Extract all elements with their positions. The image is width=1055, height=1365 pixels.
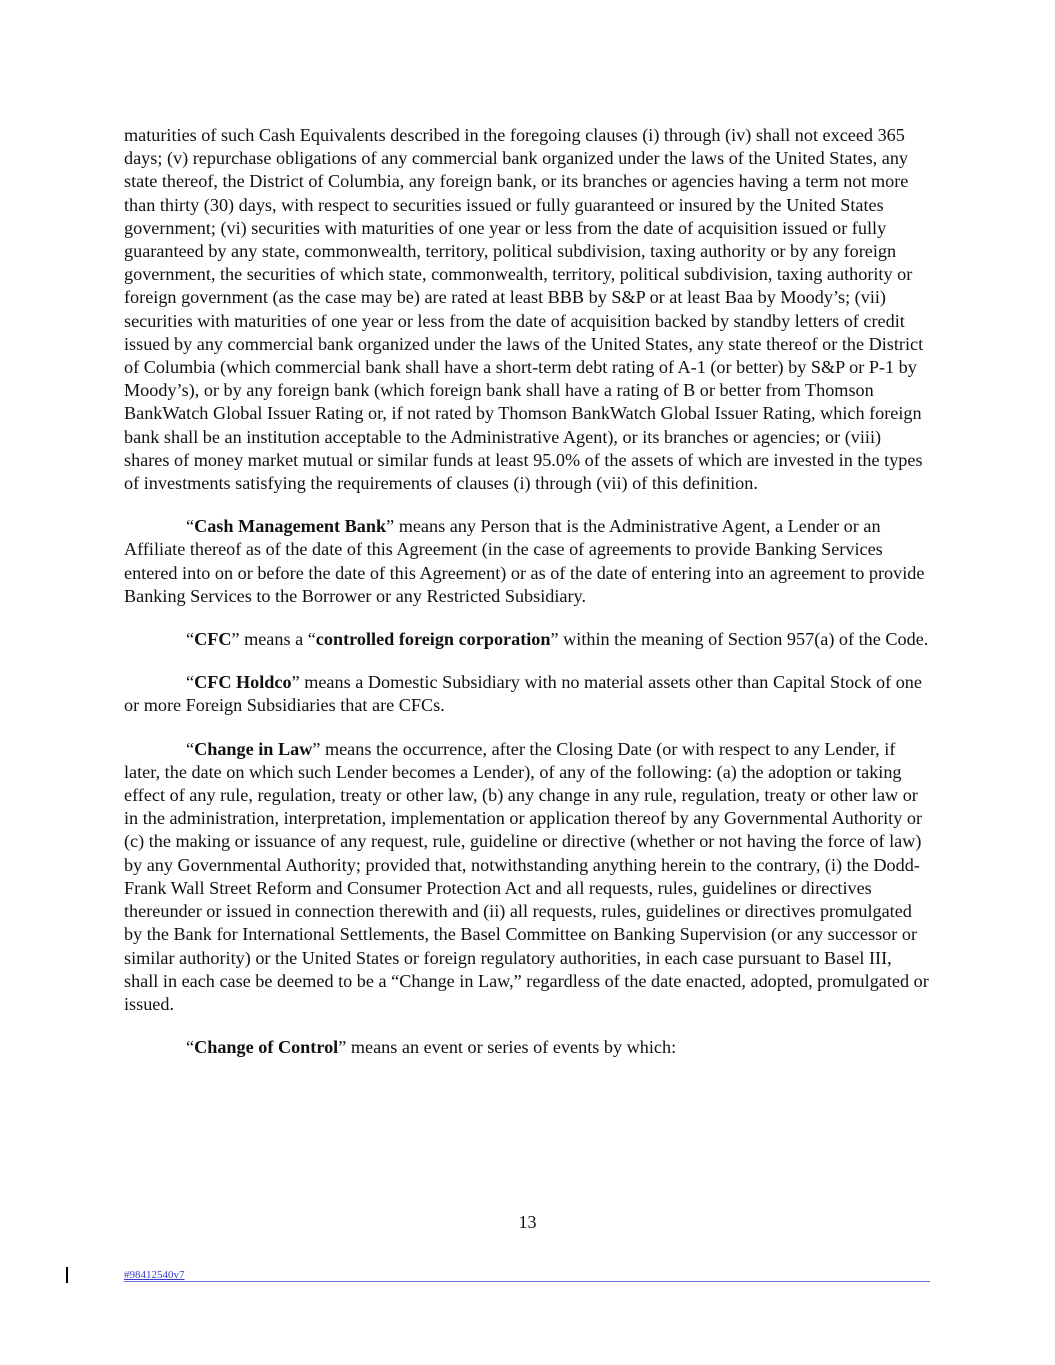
defined-term: Change of Control: [194, 1037, 339, 1058]
document-body: [124, 124, 930, 1079]
open-quote: “: [186, 672, 195, 693]
defined-term-secondary: controlled foreign corporation: [315, 629, 551, 650]
open-quote: “: [186, 1037, 195, 1058]
definition-text: ” means an event or series of events by which:: [338, 1037, 677, 1058]
cash-equivalents-continuation-paragraph: [124, 124, 930, 495]
definition-change-in-law: [124, 738, 930, 1016]
page-number: 13: [518, 1212, 537, 1232]
open-quote: “: [186, 516, 195, 537]
definition-text: ” means the occurrence, after the Closing Date (or with respect to any Lender, if later, the date on which such Lender becomes a Lender), of any of the following: (a) the adoption or taking effect of any rule, regulation, treaty or other law, (b) any change in any rule, regulation, treaty or other law or in the administration, interpretation, implementation or application thereof by any Governmental Authority or (c) the making or issuance of any request, rule, guideline or directive (whether or not having the force of law) by any Governmental Authority; provided that, notwithstanding anything herein to the contrary, (i) the Dodd-Frank Wall Street Reform and Consumer Protection Act and all requests, rules, guidelines or directives thereunder or issued in connection therewith and (ii) all requests, rules, guidelines or directives promulgated by the Bank for International Settlements, the Basel Committee on Banking Supervision (or any successor or similar authority) or the United States or foreign regulatory authorities, in each case pursuant to Basel III, shall in each case be deemed to be a “Change in Law,” regardless of the date enacted, adopted, promulgated or issued.: [124, 738, 929, 1014]
definition-cfc: [124, 628, 930, 651]
definition-change-of-control: [124, 1036, 930, 1059]
revision-change-bar: [66, 1267, 68, 1283]
definition-text: ” means a Domestic Subsidiary with no material assets other than Capital Stock of one or more Foreign Subsidiaries that are CFCs.: [124, 672, 922, 716]
document-id: #98412540v7: [124, 1269, 185, 1281]
definition-cash-management-bank: [124, 515, 930, 608]
defined-term: CFC Holdco: [194, 672, 292, 693]
definition-text-continued: ” within the meaning of Section 957(a) of the Code.: [550, 629, 929, 650]
defined-term: Change in Law: [194, 738, 313, 759]
paragraph-text: maturities of such Cash Equivalents described in the foregoing clauses (i) through (iv) shall not exceed 365 days; (v) repurchase obligations of any commercial bank organized under the laws of the United States, any state thereof, the District of Columbia, any foreign bank, or its branches or agencies having a term not more than thirty (30) days, with respect to securities issued or fully guaranteed or insured by the United States government; (vi) securities with maturities of one year or less from the date of acquisition issued or fully guaranteed by any state, commonwealth, territory, political subdivision, taxing authority or by any foreign government, the securities of which state, commonwealth, territory, political subdivision, taxing authority or foreign government (as the case may be) are rated at least BBB by S&P or at least Baa by Moody’s; (vii) securities with maturities of one year or less from the date of acquisition backed by standby letters of credit issued by any commercial bank organized under the laws of the United States, any state thereof or the District of Columbia (which commercial bank shall have a short-term debt rating of A-1 (or better) by S&P or P-1 by Moody’s), or by any foreign bank (which foreign bank shall have a rating of B or better from Thomson BankWatch Global Issuer Rating or, if not rated by Thomson BankWatch Global Issuer Rating, which foreign bank shall be an institution acceptable to the Administrative Agent), or its branches or agencies; or (viii) shares of money market mutual or similar funds at least 95.0% of the assets of which are invested in the types of investments satisfying the requirements of clauses (i) through (vii) of this definition.: [124, 125, 924, 494]
defined-term: CFC: [194, 629, 232, 650]
footer-divider: [124, 1281, 930, 1282]
defined-term: Cash Management Bank: [194, 516, 387, 537]
definition-text: ” means any Person that is the Administrative Agent, a Lender or an Affiliate thereof as of the date of this Agreement (in the case of agreements to provide Banking Services entered into on or before the date of this Agreement) or as of the date of entering into an agreement to provide Banking Services to the Borrower or any Restricted Subsidiary.: [124, 516, 925, 606]
definition-text: ” means a “: [231, 629, 316, 650]
definition-cfc-holdco: [124, 671, 930, 717]
open-quote: “: [186, 738, 195, 759]
open-quote: “: [186, 629, 195, 650]
